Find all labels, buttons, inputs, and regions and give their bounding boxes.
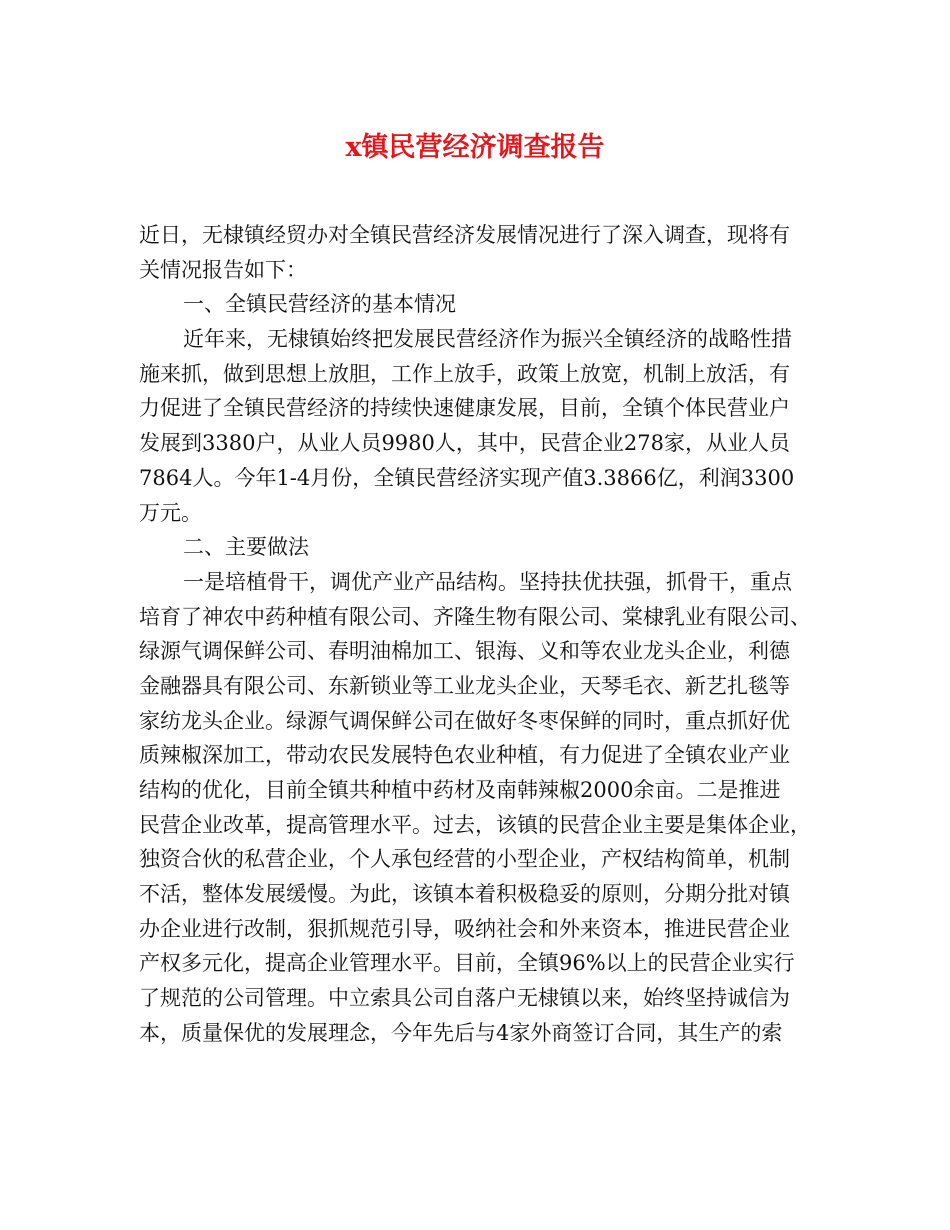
paragraph-line: 质辣椒深加工，带动农民发展特色农业种植，有力促进了全镇农业产业 <box>139 743 790 768</box>
paragraph-line: 万元。 <box>139 500 202 525</box>
paragraph-line: 本，质量保优的发展理念，今年先后与4家外商签订合同，其生产的索 <box>139 1020 783 1045</box>
paragraph-line: 民营企业改革，提高管理水平。过去，该镇的民营企业主要是集体企业， <box>139 812 811 837</box>
paragraph-line: 7864人。今年1-4月份，全镇民营经济实现产值3.3866亿，利润3300 <box>139 465 795 490</box>
paragraph-first-line: 一是培植骨干，调优产业产品结构。坚持扶优扶强，抓骨干，重点 <box>183 569 792 594</box>
paragraph-line: 施来抓，做到思想上放胆，工作上放手，政策上放宽，机制上放活，有 <box>139 361 790 386</box>
paragraph-line: 绿源气调保鲜公司、春明油棉加工、银海、义和等农业龙头企业，利德 <box>139 639 790 664</box>
document-body <box>139 218 819 1051</box>
paragraph-line: 发展到3380户，从业人员9980人，其中，民营企业278家，从业人员 <box>139 431 790 456</box>
paragraph-line: 办企业进行改制，狠抓规范引导，吸纳社会和外来资本，推进民营企业 <box>139 916 790 941</box>
paragraph-line: 独资合伙的私营企业，个人承包经营的小型企业，产权结构简单，机制 <box>139 847 790 872</box>
paragraph-line: 培育了神农中药种植有限公司、齐隆生物有限公司、棠棣乳业有限公司、 <box>139 604 811 629</box>
document-title: x镇民营经济调查报告 <box>345 132 605 163</box>
paragraph-line: 结构的优化，目前全镇共种植中药材及南韩辣椒2000余亩。二是推进 <box>139 778 781 802</box>
paragraph-line: 不活，整体发展缓慢。为此，该镇本着积极稳妥的原则，分期分批对镇 <box>139 882 790 907</box>
paragraph-line: 产权多元化，提高企业管理水平。目前，全镇96%以上的民营企业实行 <box>139 951 795 976</box>
paragraph-line: 家纺龙头企业。绿源气调保鲜公司在做好冬枣保鲜的同时，重点抓好优 <box>139 708 790 733</box>
paragraph-first-line: 一、全镇民营经济的基本情况 <box>183 292 456 317</box>
paragraph-line: 关情况报告如下： <box>139 257 307 282</box>
paragraph-first-line: 近年来，无棣镇始终把发展民营经济作为振兴全镇经济的战略性措 <box>183 327 792 352</box>
paragraph-line: 了规范的公司管理。中立索具公司自落户无棣镇以来，始终坚持诚信为 <box>139 986 790 1011</box>
paragraph-line: 金融器具有限公司、东新锁业等工业龙头企业，天琴毛衣、新艺扎毯等 <box>139 673 790 698</box>
paragraph-line: 力促进了全镇民营经济的持续快速健康发展，目前，全镇个体民营业户 <box>139 396 790 421</box>
paragraph-line: 近日，无棣镇经贸办对全镇民营经济发展情况进行了深入调查，现将有 <box>139 223 790 247</box>
paragraph-first-line: 二、主要做法 <box>183 535 309 560</box>
